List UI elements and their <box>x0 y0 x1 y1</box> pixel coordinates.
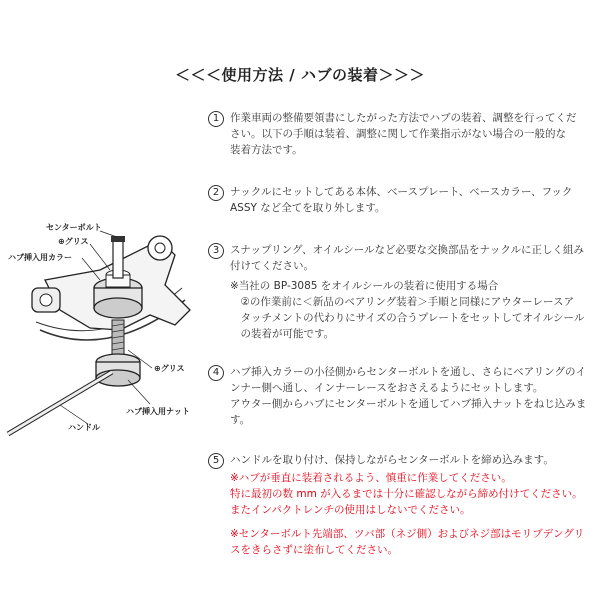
label-hub-collar: ハブ挿入用カラー <box>8 253 72 262</box>
step-text: ンナー側へ通し、インナーレースをおさえるようにセットします。 <box>230 382 544 394</box>
step-text: スナップリング、オイルシールなど必要な交換部品をナックルに正しく組み <box>230 244 585 256</box>
step-note: の装着が可能です。 <box>230 328 335 340</box>
warning-text: 特に最初の数 mm が入るまでは十分に確認しながら締め付けてください。 <box>230 488 583 500</box>
warning-text: またインパクトレンチの使用はしないでください。 <box>230 504 471 516</box>
label-grease-top: ⊕グリス <box>58 237 89 246</box>
step-number: 4 <box>208 365 224 381</box>
warning-text: ※ハブが垂直に装着されるよう、慎重に作業してください。 <box>230 472 512 484</box>
warning-text: ※センターボルト先端部、ツバ部（ネジ側）およびネジ部はモリブデングリ <box>230 528 585 540</box>
step-text: ハンドルを取り付け、保持しながらセンターボルトを締め込みます。 <box>230 454 554 466</box>
step-text: 作業車両の整備要領書にしたがった方法でハブの装着、調整を行ってくだ <box>230 112 577 124</box>
step-number: 3 <box>208 243 224 259</box>
step-text: 装着方法です。 <box>230 144 303 156</box>
step-text: ナックルにセットしてある本体、ベースプレート、ベースカラー、フック <box>230 186 573 198</box>
label-hub-nut: ハブ挿入用ナット <box>126 407 190 416</box>
label-grease-bottom: ⊕グリス <box>154 364 185 373</box>
step-number: 1 <box>208 111 224 127</box>
step-text: す。 <box>230 414 251 426</box>
step-text: ハブ挿入カラーの小径側からセンターボルトを通し、さらにベアリングのイ <box>230 366 586 378</box>
step-text: ASSY など全てを取り外します。 <box>230 202 386 214</box>
step-note: ②の作業前に＜新品のベアリング装着＞手順と同様にアウターレースア <box>230 296 574 308</box>
label-handle: ハンドル <box>68 423 100 432</box>
step-text: 付けてください。 <box>230 260 314 272</box>
step-4 <box>208 364 593 428</box>
step-note: タッチメントの代わりにサイズの合うプレートをセットしてオイルシール <box>230 312 585 324</box>
step-number: 2 <box>208 185 224 201</box>
page-title: ＜＜＜使用方法 / ハブの装着＞＞＞ <box>175 66 425 84</box>
step-text: アウター側からハブにセンターボルトを通してハブ挿入ナットをねじ込みま <box>230 398 587 410</box>
step-number: 5 <box>208 453 224 469</box>
step-3 <box>208 242 593 342</box>
step-1 <box>208 110 593 158</box>
step-2 <box>208 184 593 216</box>
step-5 <box>208 452 593 558</box>
hub-tool-illustration <box>0 200 210 445</box>
warning-text: スをきらさずに塗布してください。 <box>230 544 398 556</box>
hub-installation-diagram <box>0 200 210 445</box>
label-center-bolt: センターボルト <box>46 223 102 232</box>
step-note: ※当社の BP-3085 をオイルシールの装着に使用する場合 <box>230 280 499 292</box>
step-text: さい。以下の手順は装着、調整に関して作業指示がない場合の一般的な <box>230 128 566 140</box>
